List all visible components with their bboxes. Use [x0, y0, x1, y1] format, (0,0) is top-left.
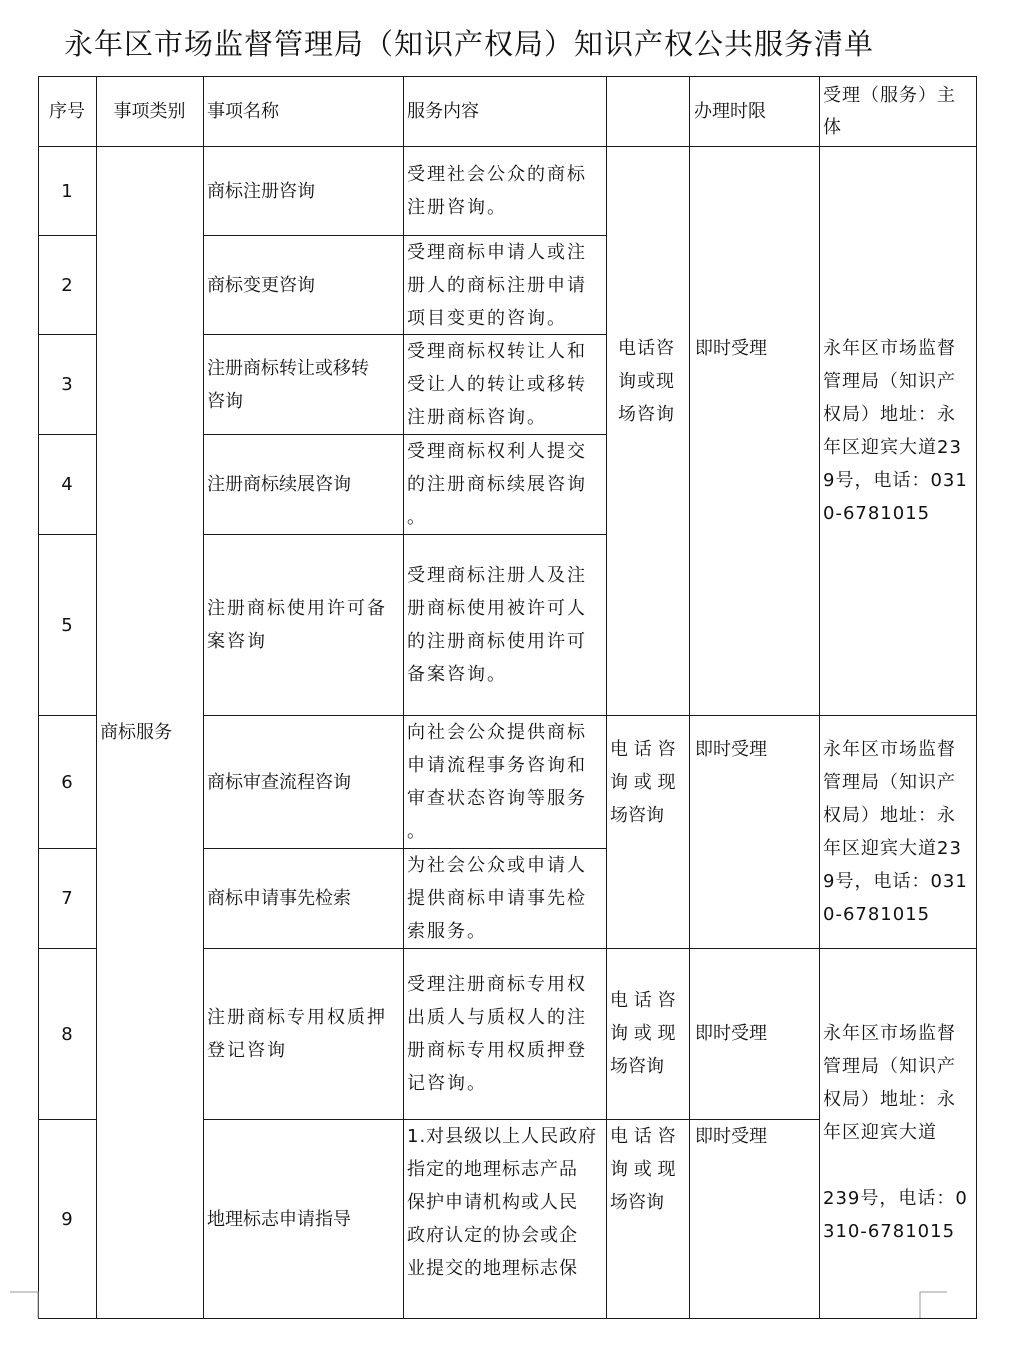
row-9-seq: 9 — [61, 1208, 73, 1230]
header-content: 服务内容 — [407, 101, 479, 122]
row-7-seq: 7 — [61, 888, 73, 909]
row-2-seq: 2 — [61, 274, 73, 296]
row-9-content: 1.对县级以上人民政府 指定的地理标志产品 保护申请机构或人民 政府认定的协会或企 业提交的地理标志保 — [407, 1126, 598, 1279]
row-2-name: 商标变更咨询 — [207, 274, 315, 296]
group-2-method: 电 话 咨 询 或 现 场咨询 — [610, 739, 676, 826]
row-4-seq: 4 — [61, 474, 73, 495]
group-1-service-body: 永年区市场监督 管理局（知识产 权局）地址：永 年区迎宾大道23 9号，电话：031 0-6781015 — [823, 338, 968, 524]
row-4-content: 受理商标权利人提交 的注册商标续展咨询 。 — [407, 441, 587, 528]
row-8-name: 注册商标专用权质押 登记咨询 — [207, 1007, 387, 1061]
row-4-name: 注册商标续展咨询 — [207, 474, 351, 495]
row-6-seq: 6 — [61, 771, 73, 793]
corner-mark-right — [918, 1290, 948, 1320]
row-1-name: 商标注册咨询 — [207, 180, 315, 202]
group-1-method: 电话咨 询或现 场咨询 — [618, 338, 675, 425]
category-cell: 商标服务 — [100, 722, 172, 743]
row-1-seq: 1 — [61, 180, 73, 202]
header-category: 事项类别 — [113, 101, 186, 122]
row-8-content: 受理注册商标专用权 出质人与质权人的注 册商标专用权质押登 记咨询。 — [407, 974, 587, 1094]
row-5-name: 注册商标使用许可备 案咨询 — [207, 598, 387, 652]
row-2-content: 受理商标申请人或注 册人的商标注册申请 项目变更的咨询。 — [407, 241, 587, 329]
row-3-seq: 3 — [61, 374, 73, 395]
group-3-limit: 即时受理 — [695, 1023, 767, 1044]
header-limit: 办理时限 — [694, 101, 766, 122]
row-1-content: 受理社会公众的商标 注册咨询。 — [407, 164, 587, 218]
row-9-name: 地理标志申请指导 — [207, 1208, 351, 1230]
row-7-name: 商标申请事先检索 — [207, 888, 351, 909]
group-4-method: 电 话 咨 询 或 现 场咨询 — [610, 1126, 676, 1213]
row-5-seq: 5 — [61, 614, 73, 636]
group-3-method: 电 话 咨 询 或 现 场咨询 — [610, 990, 676, 1077]
row-7-content: 为社会公众或申请人 提供商标申请事先检 索服务。 — [407, 855, 587, 942]
row-8-seq: 8 — [61, 1023, 73, 1045]
header-method — [610, 77, 689, 146]
header-name: 事项名称 — [207, 101, 279, 122]
header-service-body: 受理（服务）主 体 — [823, 84, 956, 138]
row-6-name: 商标审查流程咨询 — [207, 771, 351, 793]
row-5-content: 受理商标注册人及注 册商标使用被许可人 的注册商标使用许可 备案咨询。 — [407, 565, 587, 685]
row-3-name: 注册商标转让或移转 咨询 — [207, 357, 369, 412]
group-1-limit: 即时受理 — [695, 338, 767, 359]
corner-mark-left — [10, 1290, 40, 1320]
row-3-content: 受理商标权转让人和 受让人的转让或移转 注册商标咨询。 — [407, 341, 587, 428]
header-seq: 序号 — [49, 101, 85, 122]
group-4-limit: 即时受理 — [695, 1126, 767, 1147]
group-2-service-body: 永年区市场监督 管理局（知识产 权局）地址：永 年区迎宾大道23 9号，电话：031 0-6781015 — [823, 739, 968, 925]
group-2-limit: 即时受理 — [695, 739, 767, 760]
page-title: 永年区市场监督管理局（知识产权局）知识产权公共服务清单 — [64, 27, 875, 61]
group-3-service-body: 永年区市场监督 管理局（知识产 权局）地址：永 年区迎宾大道 239号，电话：0 310-6781015 — [823, 1023, 968, 1242]
row-6-content: 向社会公众提供商标 申请流程事务咨询和 审查状态咨询等服务 。 — [407, 722, 587, 842]
